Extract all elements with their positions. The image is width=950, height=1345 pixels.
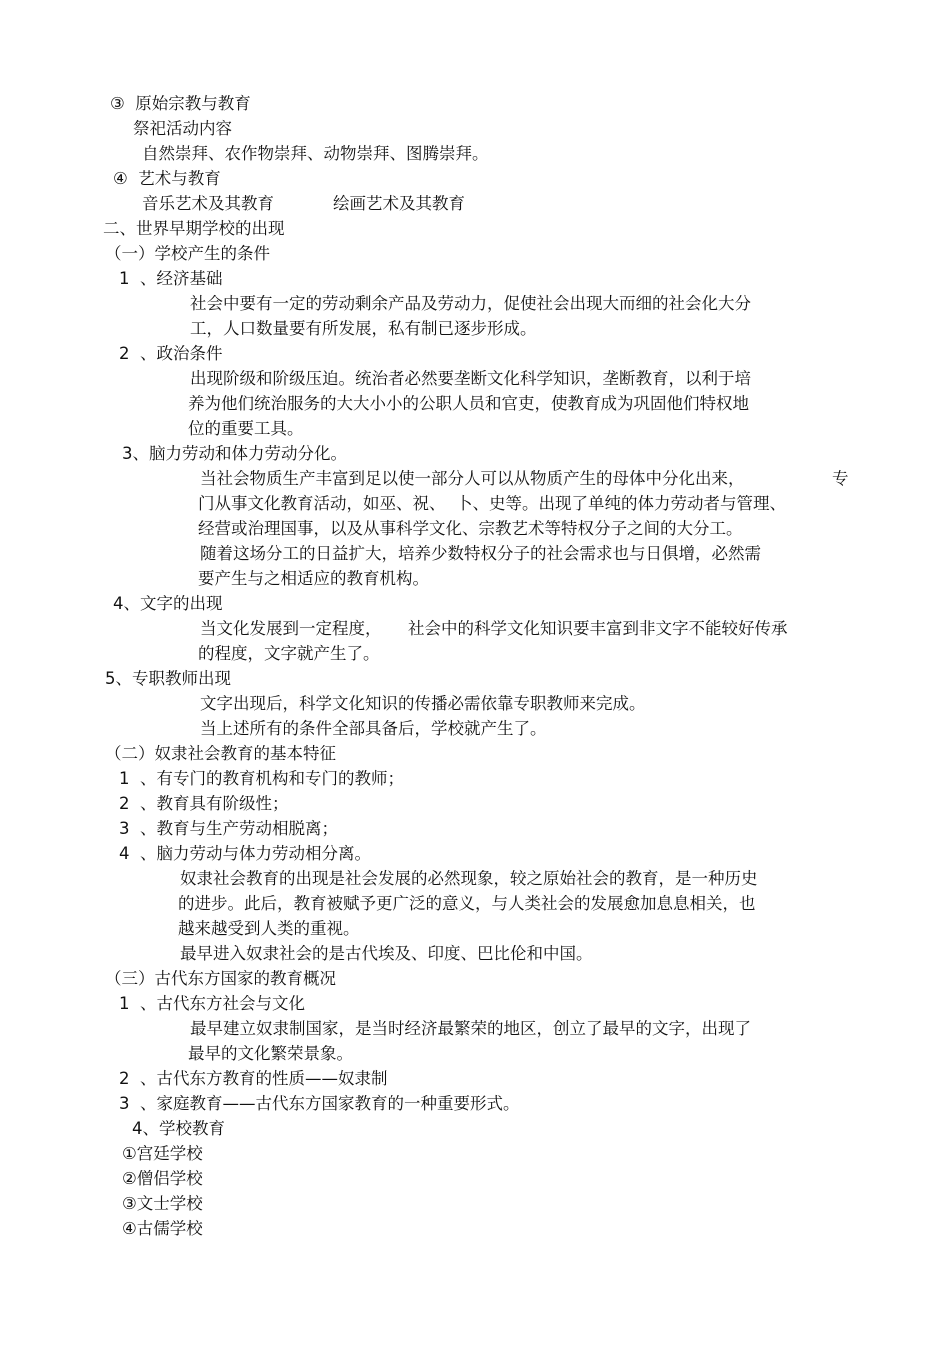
paragraph-line: 越来越受到人类的重视。 [178,919,360,938]
paragraph-line: 位的重要工具。 [188,419,304,438]
paragraph-line: 奴隶社会教育的出现是社会发展的必然现象，较之原始社会的教育，是一种历史 [180,869,758,888]
paragraph-line: 养为他们统治服务的大大小小的公职人员和官吏，使教育成为巩固他们特权地 [188,394,749,413]
list-item-heading: 3 、家庭教育——古代东方国家教育的一种重要形式。 [119,1094,520,1113]
paragraph-line: 的程度，文字就产生了。 [198,644,380,663]
paragraph-line: 出现阶级和阶级压迫。统治者必然要垄断文化科学知识，垄断教育，以利于培 [190,369,751,388]
text-line: 绘画艺术及其教育 [333,194,465,213]
section-heading: 二、世界早期学校的出现 [103,219,285,238]
paragraph-line: 经营或治理国事，以及从事科学文化、宗教艺术等特权分子之间的大分工。 [198,519,743,538]
subsection-heading: （二）奴隶社会教育的基本特征 [105,744,336,763]
list-item-heading: 1 、经济基础 [119,269,223,288]
list-item: 3 、教育与生产劳动相脱离； [119,819,338,838]
list-item: 1 、有专门的教育机构和专门的教师； [119,769,404,788]
list-item: 2 、教育具有阶级性； [119,794,289,813]
list-item-heading: 2 、古代东方教育的性质——奴隶制 [119,1069,388,1088]
paragraph-line: 门从事文化教育活动，如巫、祝、 卜、史等。出现了单纯的体力劳动者与管理、 [198,494,786,513]
paragraph-line: 最早建立奴隶制国家，是当时经济最繁荣的地区，创立了最早的文字，出现了 [190,1019,751,1038]
list-item: 4 、脑力劳动与体力劳动相分离。 [119,844,371,863]
paragraph-line: 最早进入奴隶社会的是古代埃及、印度、巴比伦和中国。 [180,944,593,963]
subsection-heading: （三）古代东方国家的教育概况 [105,969,336,988]
list-item: ①宫廷学校 [122,1144,203,1163]
list-item-heading: 4、学校教育 [132,1119,225,1138]
paragraph-line: 最早的文化繁荣景象。 [188,1044,353,1063]
list-item-heading: 1 、古代东方社会与文化 [119,994,305,1013]
paragraph-line: 当社会物质生产丰富到足以使一部分人可以从物质产生的母体中分化出来， [200,469,745,488]
paragraph-line: 的进步。此后，教育被赋予更广泛的意义，与人类社会的发展愈加息息相关，也 [178,894,756,913]
text-line: ③ 原始宗教与教育 [110,94,251,113]
text-line: 祭祀活动内容 [133,119,232,138]
subsection-heading: （一）学校产生的条件 [105,244,270,263]
list-item-heading: 5、专职教师出现 [105,669,231,688]
text-line: ④ 艺术与教育 [113,169,221,188]
list-item: ④古儒学校 [122,1219,203,1238]
paragraph-line: 工，人口数量要有所发展，私有制已逐步形成。 [190,319,537,338]
paragraph-line: 社会中要有一定的劳动剩余产品及劳动力，促使社会出现大而细的社会化大分 [190,294,751,313]
list-item: ②僧侣学校 [122,1169,203,1188]
text-line: 自然崇拜、农作物崇拜、动物崇拜、图腾崇拜。 [142,144,489,163]
text-line: 音乐艺术及其教育 [142,194,274,213]
paragraph-line: 当文化发展到一定程度， [200,619,382,638]
list-item: ③文士学校 [122,1194,203,1213]
paragraph-line: 专 [832,469,849,488]
paragraph-line: 文字出现后，科学文化知识的传播必需依靠专职教师来完成。 [200,694,646,713]
list-item-heading: 2 、政治条件 [119,344,223,363]
paragraph-line: 社会中的科学文化知识要丰富到非文字不能较好传承 [408,619,788,638]
paragraph-line: 当上述所有的条件全部具备后，学校就产生了。 [200,719,547,738]
paragraph-line: 要产生与之相适应的教育机构。 [198,569,429,588]
list-item-heading: 4、文字的出现 [113,594,223,613]
list-item-heading: 3、脑力劳动和体力劳动分化。 [122,444,347,463]
paragraph-line: 随着这场分工的日益扩大，培养少数特权分子的社会需求也与日俱增，必然需 [200,544,761,563]
